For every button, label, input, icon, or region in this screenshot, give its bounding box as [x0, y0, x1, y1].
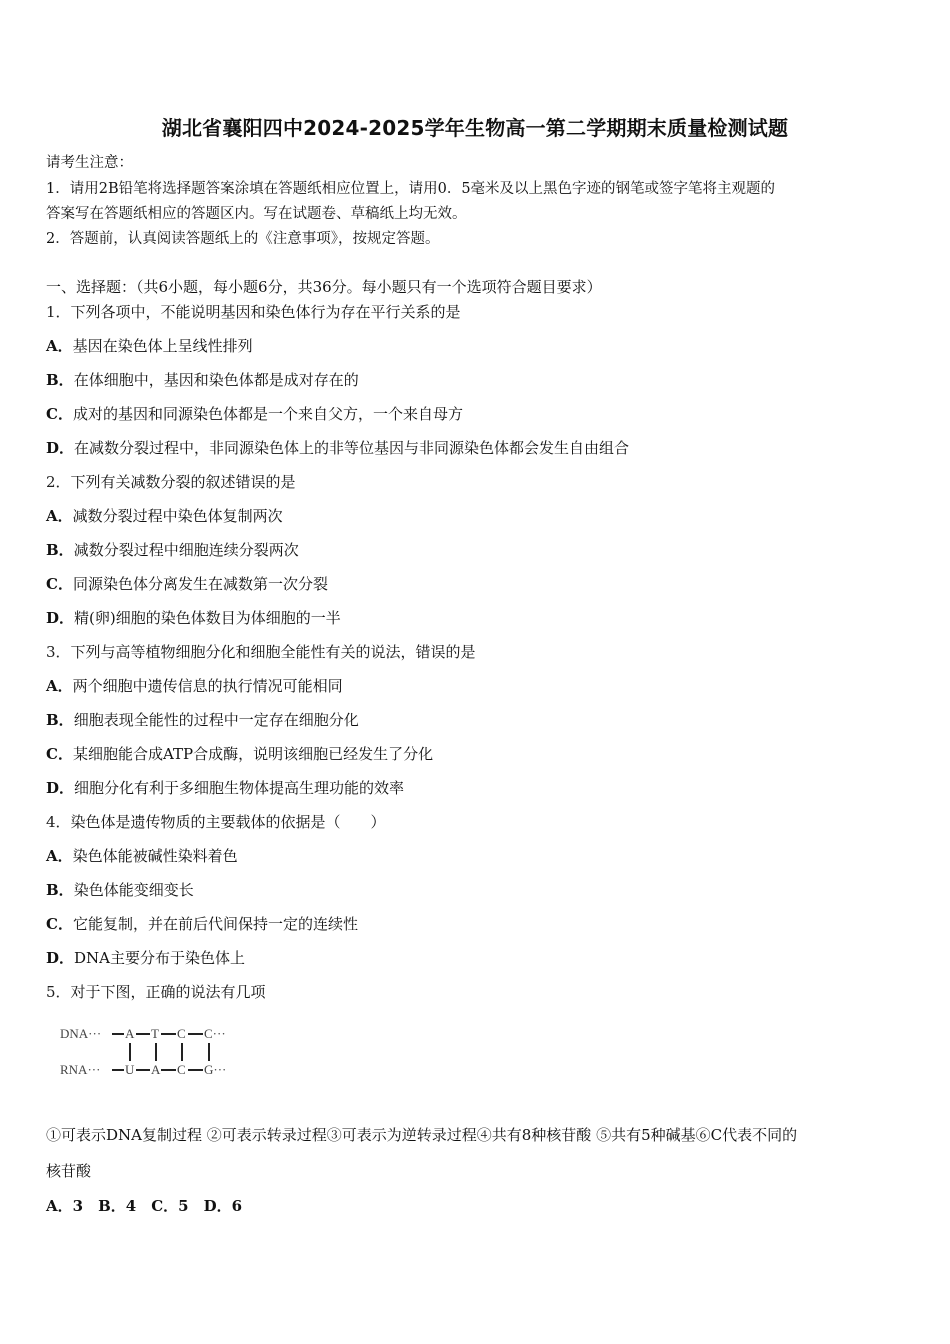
question-4-option-c: [46, 913, 358, 934]
question-2-option-b: [46, 539, 299, 560]
question-1-stem: [46, 301, 461, 322]
notice-item-2: 2．答题前，认真阅读答题纸上的《注意事项》，按规定答题。: [46, 231, 440, 247]
question-3-option-c: [46, 743, 433, 764]
option-letter: B．: [46, 371, 74, 389]
option-letter: A．: [46, 677, 73, 695]
option-letter: D．: [46, 439, 75, 457]
question-4-option-d: [46, 947, 245, 968]
question-text: 染色体是遗传物质的主要载体的依据是（ ）: [70, 813, 386, 831]
question-2-option-a: [46, 505, 283, 526]
option-text: 同源染色体分离发生在减数第一次分裂: [72, 575, 328, 593]
option-text: 基因在染色体上呈线性排列: [72, 337, 253, 355]
option-text: 在体细胞中，基因和染色体都是成对存在的: [73, 371, 359, 389]
option-letter: C．: [46, 915, 73, 933]
question-5-answer-choices: A．3 B．4 C．5 D．6: [46, 1197, 243, 1215]
option-letter: C．: [46, 405, 73, 423]
question-2-option-c: [46, 573, 328, 594]
question-4-stem: [46, 811, 386, 832]
dna-base-2: T: [151, 1026, 159, 1041]
question-4-option-a: [46, 845, 238, 866]
question-1-option-c: [46, 403, 463, 424]
option-text: DNA主要分布于染色体上: [74, 949, 246, 967]
dna-rna-pairing-figure: [60, 1024, 250, 1086]
option-letter: D．: [46, 779, 75, 797]
exam-title: 湖北省襄阳四中2024-2025学年生物高一第二学期期末质量检测试题: [161, 116, 789, 140]
rna-base-4: G···: [204, 1062, 227, 1077]
rna-strand-label: RNA···: [60, 1062, 101, 1077]
option-text: 减数分裂过程中细胞连续分裂两次: [73, 541, 299, 559]
dna-base-1: A: [125, 1026, 135, 1041]
question-1-option-a: [46, 335, 253, 356]
question-1-option-b: [46, 369, 359, 390]
notice-item-1: 1．请用2B铅笔将选择题答案涂填在答题纸相应位置上，请用0．5毫米及以上黑色字迹的钢笔或签字笔将主观题的: [46, 181, 776, 197]
question-text: 下列与高等植物细胞分化和细胞全能性有关的说法，错误的是: [70, 643, 476, 661]
dna-base-4: C···: [204, 1026, 226, 1041]
option-text: 染色体能变细变长: [73, 881, 194, 899]
option-letter: D．: [46, 949, 75, 967]
question-number: 4．: [46, 813, 71, 831]
option-text: 减数分裂过程中染色体复制两次: [72, 507, 283, 525]
option-text: 在减数分裂过程中，非同源染色体上的非等位基因与非同源染色体都会发生自由组合: [74, 439, 630, 457]
option-letter: B．: [46, 881, 74, 899]
question-3-stem: [46, 641, 476, 662]
question-number: 2．: [46, 473, 71, 491]
option-letter: A．: [46, 337, 73, 355]
question-2-stem: [46, 471, 296, 492]
rna-base-2: A: [151, 1062, 161, 1077]
question-text: 对于下图，正确的说法有几项: [70, 983, 266, 1001]
option-text: 染色体能被碱性染料着色: [72, 847, 238, 865]
option-text: 它能复制，并在前后代间保持一定的连续性: [72, 915, 358, 933]
notice-item-1-cont: 答案写在答题纸相应的答题区内。写在试题卷、草稿纸上均无效。: [46, 206, 467, 222]
option-text: 成对的基因和同源染色体都是一个来自父方，一个来自母方: [72, 405, 463, 423]
question-number: 1．: [46, 303, 71, 321]
question-5-stem: [46, 981, 266, 1002]
option-text: 精(卵)细胞的染色体数目为体细胞的一半: [74, 609, 341, 627]
option-letter: A．: [46, 507, 73, 525]
notice-heading: 请考生注意：: [46, 155, 133, 171]
option-text: 两个细胞中遗传信息的执行情况可能相同: [72, 677, 343, 695]
option-letter: D．: [46, 609, 75, 627]
question-text: 下列有关减数分裂的叙述错误的是: [70, 473, 296, 491]
question-3-option-a: [46, 675, 343, 696]
rna-base-3: C: [177, 1062, 186, 1077]
question-4-option-b: [46, 879, 194, 900]
question-5-statements: ①可表示DNA复制过程 ②可表示转录过程③可表示为逆转录过程④共有8种核苷酸 ⑤共有5种碱基⑥C代表不同的: [46, 1126, 798, 1144]
question-3-option-d: [46, 777, 404, 798]
question-text: 下列各项中，不能说明基因和染色体行为存在平行关系的是: [70, 303, 461, 321]
option-text: 细胞表现全能性的过程中一定存在细胞分化: [73, 711, 359, 729]
question-number: 3．: [46, 643, 71, 661]
option-text: 细胞分化有利于多细胞生物体提高生理功能的效率: [74, 779, 405, 797]
option-letter: C．: [46, 745, 73, 763]
option-letter: B．: [46, 541, 74, 559]
section-heading: 一、选择题：（共6小题，每小题6分，共36分。每小题只有一个选项符合题目要求）: [46, 278, 602, 296]
question-number: 5．: [46, 983, 71, 1001]
rna-base-1: U: [125, 1062, 135, 1077]
option-letter: A．: [46, 847, 73, 865]
option-letter: B．: [46, 711, 74, 729]
question-1-option-d: [46, 437, 629, 458]
option-letter: C．: [46, 575, 73, 593]
question-2-option-d: [46, 607, 341, 628]
dna-strand-label: DNA···: [60, 1026, 102, 1041]
question-5-statements-cont: 核苷酸: [46, 1162, 92, 1180]
dna-base-3: C: [177, 1026, 186, 1041]
option-text: 某细胞能合成ATP合成酶，说明该细胞已经发生了分化: [72, 745, 434, 763]
question-3-option-b: [46, 709, 359, 730]
